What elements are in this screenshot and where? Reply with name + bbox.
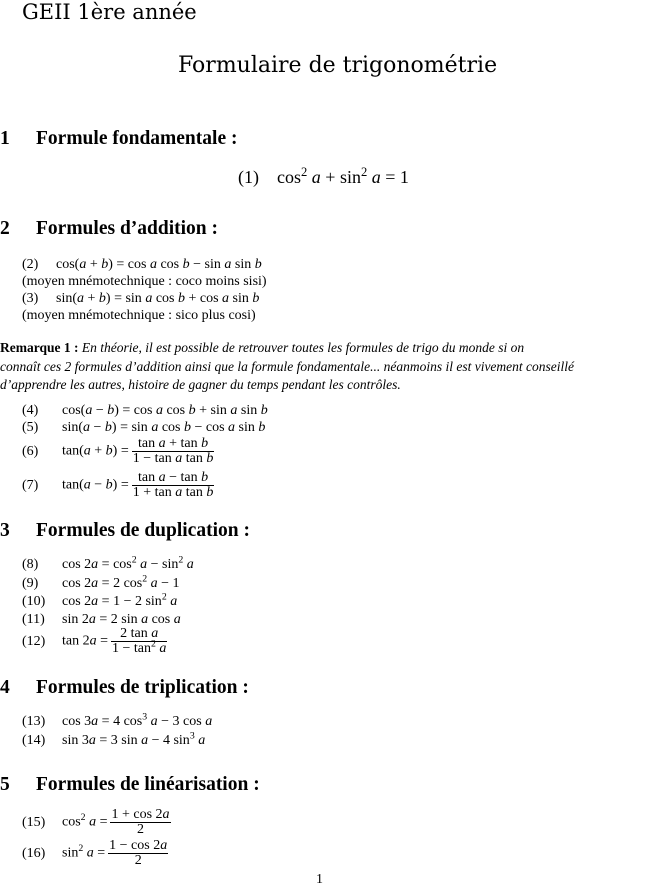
equation-label: (16) bbox=[22, 845, 46, 861]
equation-label: (3) bbox=[22, 291, 39, 306]
equation-4: (4) cos(a − b) = cos a cos b + sin a sin b bbox=[22, 403, 268, 418]
mnemonic-sin: (moyen mnémotechnique : sico plus cosi) bbox=[22, 308, 256, 323]
equation-label: (8) bbox=[22, 557, 39, 572]
equation-9: (9) cos 2a = 2 $\cos^2 a - 1$ bbox=[22, 573, 180, 591]
equation-label: (11) bbox=[22, 612, 45, 627]
remark-line: connaît ces 2 formules d’addition ainsi que la formule fondamentale... néanmoins il est vivement conseillé bbox=[0, 358, 575, 374]
section-number: 3 bbox=[0, 520, 10, 541]
equation-16: (16) $\sin^2 a$ = $\frac{1 - \cos 2a}{2}$ bbox=[22, 838, 168, 868]
equation-label: (15) bbox=[22, 814, 46, 830]
equation-8: (8) $\cos 2a = \cos^2 a - \sin^2 a$ bbox=[22, 554, 194, 572]
remark-line: d’apprendre les autres, histoire de gagner du temps pendant les contrôles. bbox=[0, 377, 401, 392]
remark-line: En théorie, il est possible de retrouver toutes les formules de trigo du monde si on bbox=[81, 340, 525, 355]
equation-1: (1) $\cos^2 a + \sin^2 a = 1$ bbox=[238, 165, 409, 187]
equation-13: (13) cos 3a = 4 $\cos^3 a - 3$ cos a bbox=[22, 711, 213, 729]
section-number: 4 bbox=[0, 677, 10, 698]
equation-label: (12) bbox=[22, 633, 46, 649]
mnemonic-cos: (moyen mnémotechnique : coco moins sisi) bbox=[22, 274, 267, 289]
equation-11: (11) sin 2a = 2 sin a cos a bbox=[22, 612, 181, 627]
equation-label: (7) bbox=[22, 477, 39, 493]
section-title: Formules de linéarisation : bbox=[36, 774, 260, 795]
section-title: Formules d’addition : bbox=[36, 218, 219, 239]
equation-5: (5) sin(a − b) = sin a cos b − cos a sin b bbox=[22, 420, 266, 435]
equation-12: (12) tan 2a = $\frac{\text{2 tan a}}{1 - \tan^2 a}$ bbox=[22, 626, 167, 656]
equation-6: (6) tan(a + b) = $\frac{\text{tan a + tan b}}{\text{1 − tan a tan b}}$ bbox=[22, 436, 214, 466]
section-3-heading bbox=[0, 520, 250, 542]
section-number: 1 bbox=[0, 128, 10, 149]
page-title: Formulaire de trigonométrie bbox=[178, 53, 498, 78]
equation-7: (7) tan(a − b) = $\frac{\text{tan a − tan b}}{\text{1 + tan a tan b}}$ bbox=[22, 470, 214, 500]
equation-10: (10) cos 2a = 1 − 2 $\sin^2 a$ bbox=[22, 591, 178, 609]
section-2-heading bbox=[0, 218, 218, 240]
page-header: GEII 1ère année bbox=[22, 0, 197, 24]
section-title: Formules de duplication : bbox=[36, 520, 250, 541]
equation-3: (3) sin(a + b) = sin a cos b + cos a sin b bbox=[22, 291, 260, 306]
section-title: Formule fondamentale : bbox=[36, 128, 238, 149]
equation-label: (13) bbox=[22, 714, 46, 729]
equation-label: (10) bbox=[22, 594, 46, 609]
remark-label: Remarque 1 : bbox=[0, 340, 79, 355]
equation-label: (4) bbox=[22, 403, 39, 418]
section-number: 2 bbox=[0, 218, 10, 239]
equation-label: (14) bbox=[22, 733, 46, 748]
section-4-heading bbox=[0, 677, 249, 699]
equation-label: (2) bbox=[22, 257, 39, 272]
equation-label: (5) bbox=[22, 420, 39, 435]
equation-label: (9) bbox=[22, 576, 39, 591]
equation-label: (6) bbox=[22, 443, 39, 459]
page-number: 1 bbox=[316, 872, 323, 887]
remark bbox=[0, 339, 574, 395]
section-1-heading bbox=[0, 128, 237, 150]
section-5-heading bbox=[0, 774, 260, 796]
section-title: Formules de triplication : bbox=[36, 677, 249, 698]
section-number: 5 bbox=[0, 774, 10, 795]
equation-label: (1) bbox=[238, 167, 259, 187]
equation-14: (14) sin 3a = 3 sin a − 4 $\sin^3 a$ bbox=[22, 730, 206, 748]
equation-15: (15) $\cos^2 a$ = $\frac{1 + \cos 2a}{2}$ bbox=[22, 807, 170, 837]
equation-2: (2) cos(a + b) = cos a cos b − sin a sin b bbox=[22, 257, 262, 272]
